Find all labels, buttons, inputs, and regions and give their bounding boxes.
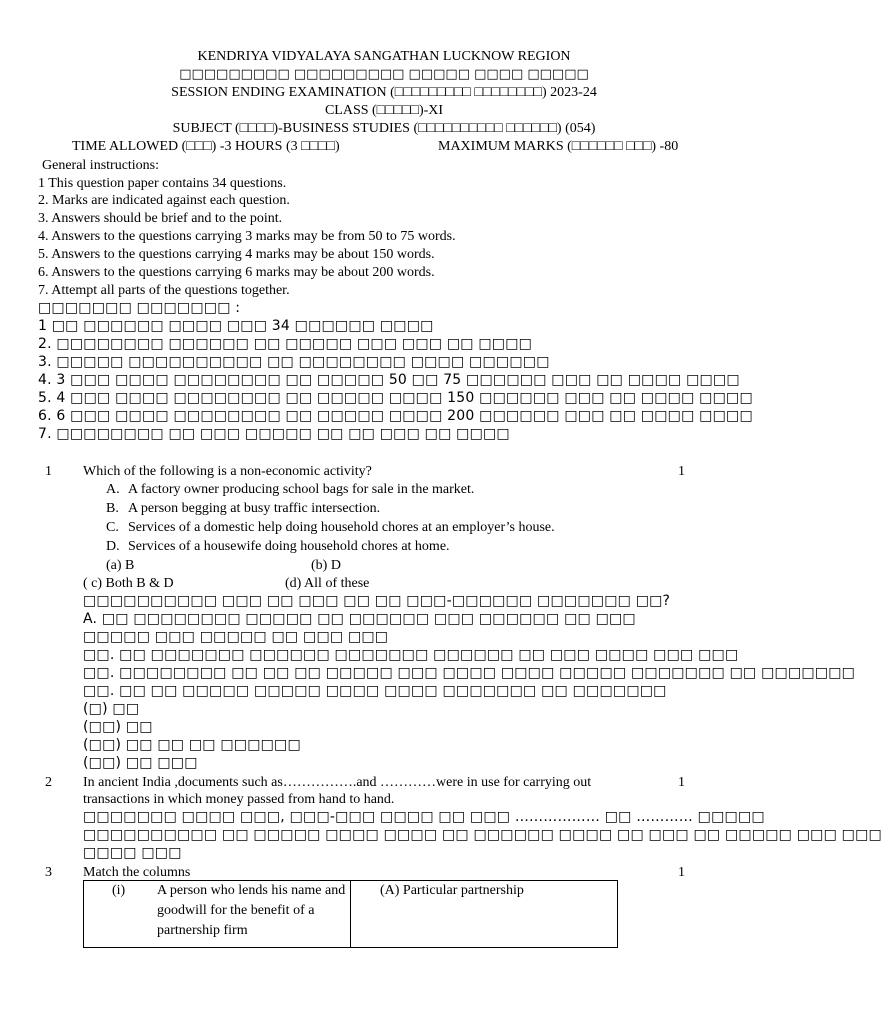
option-hindi: A. □□ □□□□□□□□ □□□□□ □□ □□□□□□ □□□ □□□□□□ □□ □□□ □□□□□ □□□ □□□□□ □□ □□□ □□□ [83, 611, 636, 645]
instruction-item: 3. Answers should be brief and to the point. [38, 211, 283, 226]
question-number: 2 [45, 775, 52, 790]
option-text: A factory owner producing school bags for sale in the market. [128, 482, 475, 497]
answer-choice-hindi: (□□) □□ [83, 719, 153, 735]
time-allowed: TIME ALLOWED (□□□) -3 HOURS (3 □□□□) [72, 139, 340, 154]
question-text: Match the columns [83, 865, 191, 880]
instruction-item: 4. Answers to the questions carrying 3 marks may be from 50 to 75 words. [38, 229, 456, 244]
answer-choice-hindi: (□□) □□ □□ □□ □□□□□□ [83, 737, 301, 753]
row-text: A person who lends his name and goodwill for the benefit of a partnership firm [157, 883, 346, 938]
answer-choice: (a) B [106, 558, 135, 573]
question-marks: 1 [678, 775, 685, 790]
question-text-hindi: □□□□□□□□□□ □□□ □□ □□□ □□ □□ □□□-□□□□□□ □□□□□□□ □□? [83, 593, 671, 609]
instruction-item: 5. Answers to the questions carrying 4 marks may be about 150 words. [38, 247, 435, 262]
instruction-item-hindi: 2. □□□□□□□□ □□□□□□ □□ □□□□□ □□□ □□□ □□ □□□□ [38, 336, 533, 352]
instruction-item-hindi: 6. 6 □□□ □□□□ □□□□□□□□ □□ □□□□□ □□□□ 200 □□□□□□ □□□ □□ □□□□ □□□□ [38, 408, 753, 424]
instruction-item: 2. Marks are indicated against each question. [38, 193, 290, 208]
option-label: C. [106, 520, 119, 535]
instructions-title-hindi: □□□□□□□ □□□□□□□ : [38, 300, 241, 316]
instruction-item: 1 This question paper contains 34 questions. [38, 176, 287, 191]
instruction-item-hindi: 5. 4 □□□ □□□□ □□□□□□□□ □□ □□□□□ □□□□ 150 □□□□□□ □□□ □□ □□□□ □□□□ [38, 390, 753, 406]
class-line: CLASS (□□□□□)-XI [324, 103, 444, 118]
answer-choice: (d) All of these [285, 576, 370, 591]
option-text: Services of a housewife doing household chores at home. [128, 539, 450, 554]
question-text: Which of the following is a non-economic activity? [83, 464, 372, 479]
option-text: Services of a domestic help doing household chores at an employer’s house. [128, 520, 555, 535]
answer-choice-hindi: (□□) □□ □□□ [83, 755, 198, 771]
question-marks: 1 [678, 464, 685, 479]
maximum-marks: MAXIMUM MARKS (□□□□□□ □□□) -80 [438, 139, 679, 154]
option-label: B. [106, 501, 119, 516]
question-text: In ancient India ,documents such as…………….and …………were in use for carrying out transactions in which money passed from hand to hand. [83, 775, 592, 807]
instruction-item-hindi: 3. □□□□□ □□□□□□□□□□ □□ □□□□□□□□ □□□□ □□□□□□ [38, 354, 550, 370]
option-label: A. [106, 482, 120, 497]
instruction-item-hindi: 4. 3 □□□ □□□□ □□□□□□□□ □□ □□□□□ 50 □□ 75 □□□□□□ □□□ □□ □□□□ □□□□ [38, 372, 740, 388]
question-text-hindi: □□□□□□□ □□□□ □□□, □□□-□□□ □□□□ □□ □□□ ……………… □□ ………… □□□□□ [83, 809, 765, 825]
option-hindi: □□. □□ □□ □□□□□ □□□□□ □□□□ □□□□ □□□□□□□ □□ □□□□□□□ [83, 683, 667, 699]
table-row [84, 881, 618, 948]
question-text-hindi: □□□□ □□□ [83, 845, 182, 861]
option-hindi: □□. □□□□□□□□ □□ □□ □□ □□□□□ □□□ □□□□ □□□□ □□□□□ □□□□□□□ □□ □□□□□□□ [83, 665, 856, 681]
instruction-item: 7. Attempt all parts of the questions together. [38, 283, 290, 298]
subject-line: SUBJECT (□□□□)-BUSINESS STUDIES (□□□□□□□□□□ □□□□□□) (054) [172, 121, 596, 136]
instruction-item-hindi: 7. □□□□□□□□ □□ □□□ □□□□□ □□ □□ □□□ □□ □□□□ [38, 426, 510, 442]
answer-choice: ( c) Both B & D [83, 576, 174, 591]
question-number: 1 [45, 464, 52, 479]
exam-title: SESSION ENDING EXAMINATION (□□□□□□□□□ □□□□□□□□) 2023-24 [171, 85, 597, 100]
instructions-title: General instructions: [42, 158, 160, 173]
option-hindi: □□. □□ □□□□□□□ □□□□□□ □□□□□□□ □□□□□□ □□ □□□ □□□□ □□□ □□□ [83, 647, 739, 663]
answer-choice: (b) D [311, 558, 341, 573]
instruction-item-hindi: 1 □□ □□□□□□ □□□□ □□□ 34 □□□□□□ □□□□ [38, 318, 434, 334]
option-label: D. [106, 539, 120, 554]
table-cell-left [84, 881, 351, 948]
match-columns-table [83, 880, 618, 948]
row-match: (A) Particular partnership [380, 883, 524, 898]
option-text: A person begging at busy traffic intersection. [128, 501, 381, 516]
org-title: KENDRIYA VIDYALAYA SANGATHAN LUCKNOW REGION [197, 49, 571, 64]
table-cell-right [351, 881, 618, 948]
org-title-hindi: □□□□□□□□□ □□□□□□□□□ □□□□□ □□□□ □□□□□ [179, 67, 589, 82]
row-number: (i) [112, 883, 126, 898]
question-text-hindi: □□□□□□□□□□ □□ □□□□□ □□□□ □□□□ □□ □□□□□□ □□□□ □□ □□□ □□ □□□□□ □□□ □□□ [83, 827, 882, 843]
instruction-item: 6. Answers to the questions carrying 6 marks may be about 200 words. [38, 265, 435, 280]
question-number: 3 [45, 865, 52, 880]
question-marks: 1 [678, 865, 685, 880]
answer-choice-hindi: (□) □□ [83, 701, 140, 717]
